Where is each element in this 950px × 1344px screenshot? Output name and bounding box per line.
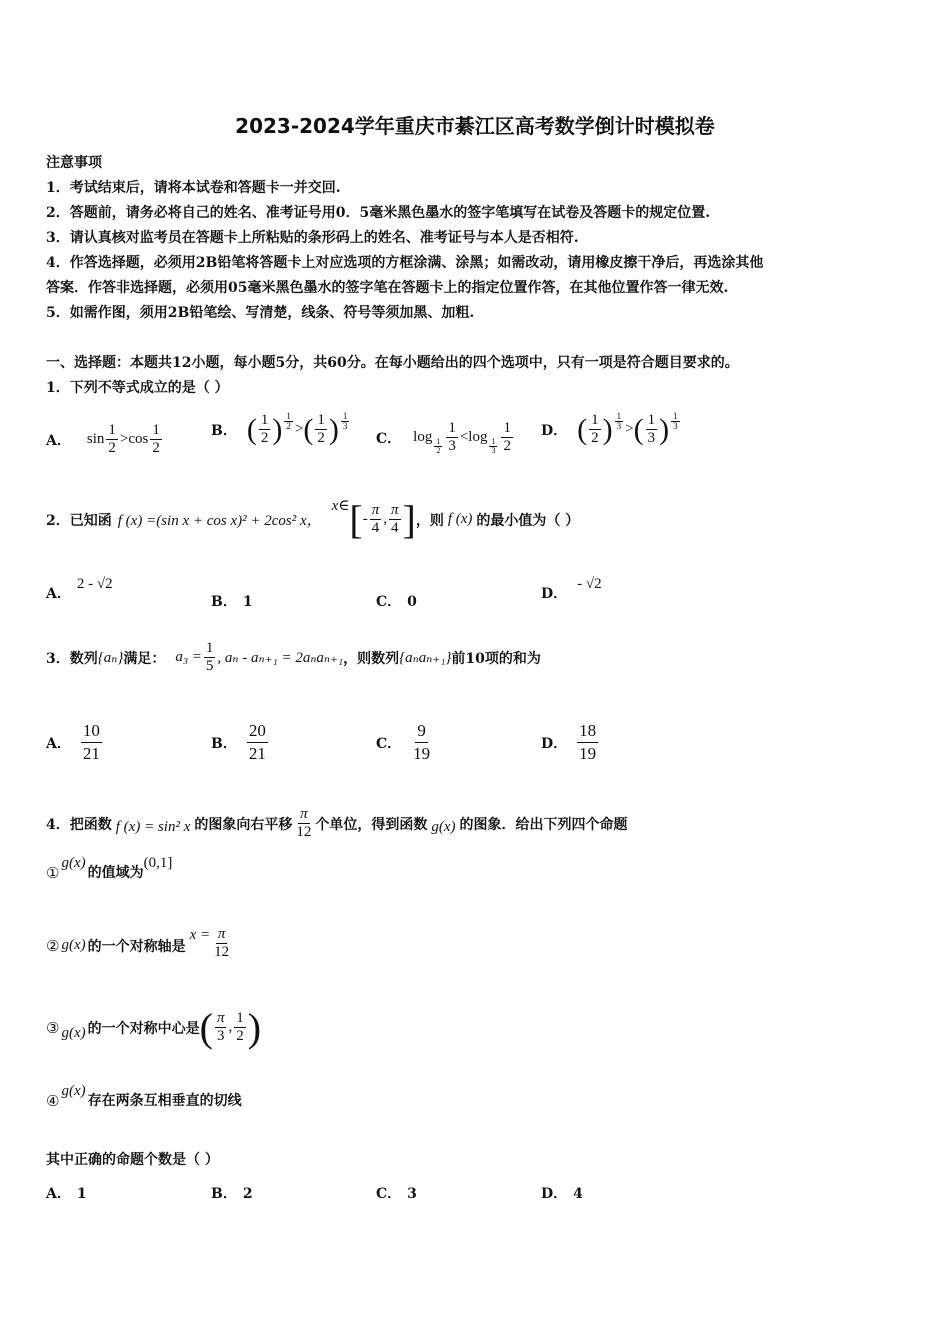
q2-option-c: C． 0 — [376, 594, 417, 610]
q2-option-a: A．2 - √2 — [46, 576, 113, 602]
q1-a-frac2: $\frac{1}{2}$ — [152, 422, 160, 456]
q4-proposition-1: ① g(x) 的值域为 (0,1] — [46, 855, 173, 882]
q1-d-label: D． — [541, 422, 568, 439]
q1-a-sin: sin — [86, 431, 105, 447]
q1-option-d: D． ( $\frac{1}{2}$ ) $\frac{1}{3}$ > ( $\frac{1}{3}$ ) $\frac{1}{3}$ — [541, 411, 678, 446]
q4-question: 其中正确的命题个数是（ ） — [46, 1152, 219, 1168]
notes-heading: 注意事项 — [46, 155, 102, 171]
q4-option-a: A． 1 — [46, 1186, 87, 1202]
q4-proposition-2: ② g(x) 的一个对称轴是 x = $\frac{\pi}{12}$ — [46, 926, 230, 960]
q3-option-a: A． $\frac{10}{21}$ — [46, 721, 100, 763]
note-item-4: 4．作答选择题，必须用2B铅笔将答题卡上对应选项的方框涂满、涂黑；如需改动，请用橡皮擦干净后，再选涂其他 — [46, 255, 764, 271]
note-item-1: 1．考试结束后，请将本试卷和答题卡一并交回. — [46, 180, 341, 196]
q4-proposition-3: ③ g(x) 的一个对称中心是 ( $\frac{\pi}{3}$ , $\frac{1}{2}$ ) — [46, 1005, 262, 1050]
q1-a-label: A． — [46, 432, 71, 449]
q1-stem: 1．下列不等式成立的是（ ） — [46, 380, 229, 396]
page-title: 2023-2024学年重庆市綦江区高考数学倒计时模拟卷 — [235, 114, 715, 138]
note-item-3: 3．请认真核对监考员在答题卡上所粘贴的条形码上的姓名、准考证号与本人是否相符. — [46, 230, 579, 246]
q1-a-gt: > — [119, 431, 129, 447]
q1-option-a — [46, 422, 164, 457]
q4-proposition-4: ④ g(x) 存在两条互相垂直的切线 — [46, 1083, 242, 1110]
q2-option-b: B． 1 — [211, 594, 253, 610]
q1-option-b: B． ( $\frac{1}{2}$ ) $\frac{1}{2}$ > ( $\frac{1}{2}$ ) $\frac{1}{3}$ — [211, 411, 348, 446]
note-item-4-cont: 答案．作答非选择题，必须用05毫米黑色墨水的签字笔在答题卡上的指定位置作答，在其他位置作答一律无效. — [46, 280, 729, 296]
q3-option-b: B． $\frac{20}{21}$ — [211, 721, 266, 763]
q4-stem: 4．把函数 f (x) = sin² x 的图象向右平移 $\frac{\pi}{12}$ 个单位，得到函数 g(x) 的图象．给出下列四个命题 — [46, 806, 628, 840]
q4-option-d: D． 4 — [541, 1186, 583, 1202]
q1-b-label: B． — [211, 422, 237, 439]
q4-option-b: B． 2 — [211, 1186, 253, 1202]
section-heading: 一、选择题：本题共12小题，每小题5分，共60分。在每小题给出的四个选项中，只有一项是符合题目要求的。 — [46, 355, 739, 371]
note-item-2: 2．答题前，请务必将自己的姓名、准考证号用0．5毫米黑色墨水的签字笔填写在试卷及答题卡的规定位置. — [46, 205, 711, 221]
q1-option-c: C． log $\frac{1}{2}$ $\frac{1}{3}$ < log $\frac{1}{3}$ $\frac{1}{2}$ — [376, 420, 511, 455]
q2-option-d: D．- √2 — [541, 576, 602, 602]
q2-stem: 2．已知函 f (x) =(sin x + cos x)² + 2cos² x， x∈ [ - $\frac{\pi}{4}$ , $\frac{\pi}{4}$ ] ，则 f (x) 的最小值为（ ） — [46, 497, 580, 542]
note-item-5: 5．如需作图，须用2B铅笔绘、写清楚，线条、符号等须加黑、加粗. — [46, 305, 475, 321]
q3-stem: 3．数列 {aₙ} 满足： a₃ = $\frac{1}{5}$ , aₙ - aₙ₊₁ = 2aₙaₙ₊₁ ，则数列 {aₙaₙ₊₁} 前10项的和为 — [46, 640, 541, 674]
q3-option-d: D． $\frac{18}{19}$ — [541, 721, 597, 763]
q4-option-c: C． 3 — [376, 1186, 417, 1202]
q1-a-cos: cos — [128, 431, 149, 447]
q1-a-frac1: $\frac{1}{2}$ — [108, 422, 116, 456]
q3-option-c: C． $\frac{9}{19}$ — [376, 721, 431, 763]
q1-c-label: C． — [376, 430, 402, 447]
